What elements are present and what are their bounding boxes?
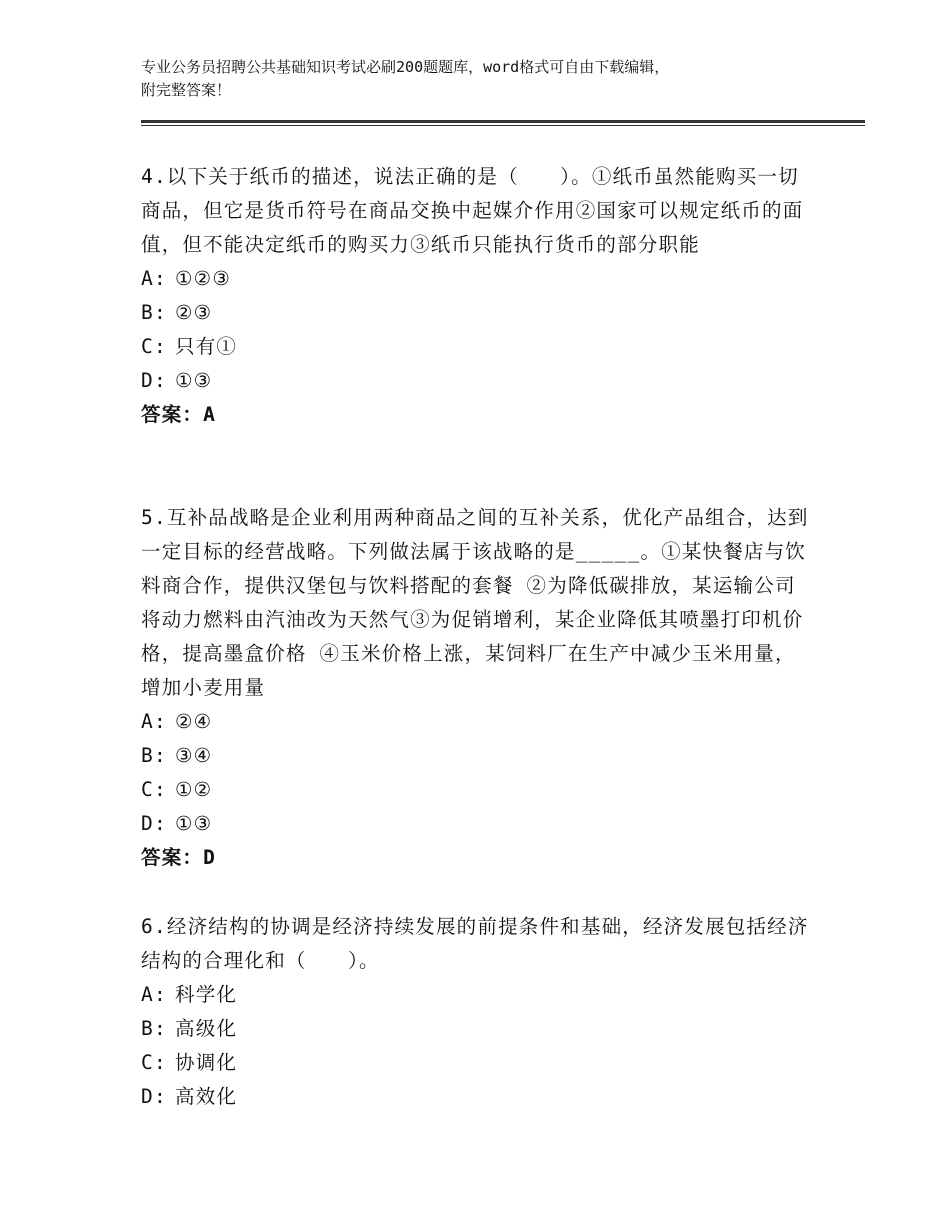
- option-text: 高效化: [175, 1085, 238, 1108]
- question-stem: 6.经济结构的协调是经济持续发展的前提条件和基础，经济发展包括经济结构的合理化和（ ）。: [141, 915, 809, 972]
- option-key: D:: [141, 1085, 167, 1108]
- header-line-2: 附完整答案！: [141, 81, 232, 99]
- option-key: A:: [141, 983, 167, 1006]
- option-b: [141, 739, 811, 773]
- option-text: ①②: [175, 778, 213, 801]
- option-a: [141, 705, 811, 739]
- header-divider-thick: [141, 120, 865, 123]
- option-text: 协调化: [175, 1051, 238, 1074]
- header-line-1: 专业公务员招聘公共基础知识考试必刷200题题库，word格式可自由下载编辑，: [141, 58, 670, 76]
- question-6: [141, 910, 811, 1114]
- option-key: B:: [141, 1017, 167, 1040]
- document-header: [141, 56, 821, 102]
- option-key: B:: [141, 744, 167, 767]
- option-text: ①③: [175, 812, 213, 835]
- option-text: ③④: [175, 744, 213, 767]
- question-stem: 5.互补品战略是企业利用两种商品之间的互补关系，优化产品组合，达到一定目标的经营战略。下列做法属于该战略的是_____。①某快餐店与饮料商合作，提供汉堡包与饮料搭配的套餐 ②为降低碳排放，某运输公司将动力燃料由汽油改为天然气③为促销增利，某企业降低其喷墨打印机价格，提高墨盒价格 ④玉米价格上涨，某饲料厂在生产中减少玉米用量，增加小麦用量: [141, 506, 809, 699]
- option-text: ①②③: [175, 267, 232, 290]
- option-d: [141, 807, 811, 841]
- option-a: [141, 262, 811, 296]
- option-text: ②③: [175, 301, 213, 324]
- option-text: 科学化: [175, 983, 238, 1006]
- option-c: [141, 1046, 811, 1080]
- header-divider-thin: [141, 125, 865, 126]
- option-a: [141, 978, 811, 1012]
- option-c: [141, 330, 811, 364]
- option-text: 高级化: [175, 1017, 238, 1040]
- option-key: D:: [141, 369, 167, 392]
- option-text: ①③: [175, 369, 213, 392]
- option-key: C:: [141, 778, 167, 801]
- answer-line: 答案：D: [141, 846, 217, 869]
- option-key: C:: [141, 335, 167, 358]
- option-b: [141, 1012, 811, 1046]
- option-text: 只有①: [175, 335, 238, 358]
- option-b: [141, 296, 811, 330]
- option-c: [141, 773, 811, 807]
- option-key: B:: [141, 301, 167, 324]
- option-text: ②④: [175, 710, 213, 733]
- option-key: D:: [141, 812, 167, 835]
- option-key: A:: [141, 267, 167, 290]
- question-4: [141, 160, 811, 432]
- question-stem: 4.以下关于纸币的描述，说法正确的是（ ）。①纸币虽然能购买一切商品，但它是货币符号在商品交换中起媒介作用②国家可以规定纸币的面值，但不能决定纸币的购买力③纸币只能执行货币的部分职能: [141, 165, 804, 256]
- option-key: A:: [141, 710, 167, 733]
- question-5: [141, 501, 811, 875]
- answer-line: 答案：A: [141, 403, 217, 426]
- option-d: [141, 364, 811, 398]
- option-d: [141, 1080, 811, 1114]
- option-key: C:: [141, 1051, 167, 1074]
